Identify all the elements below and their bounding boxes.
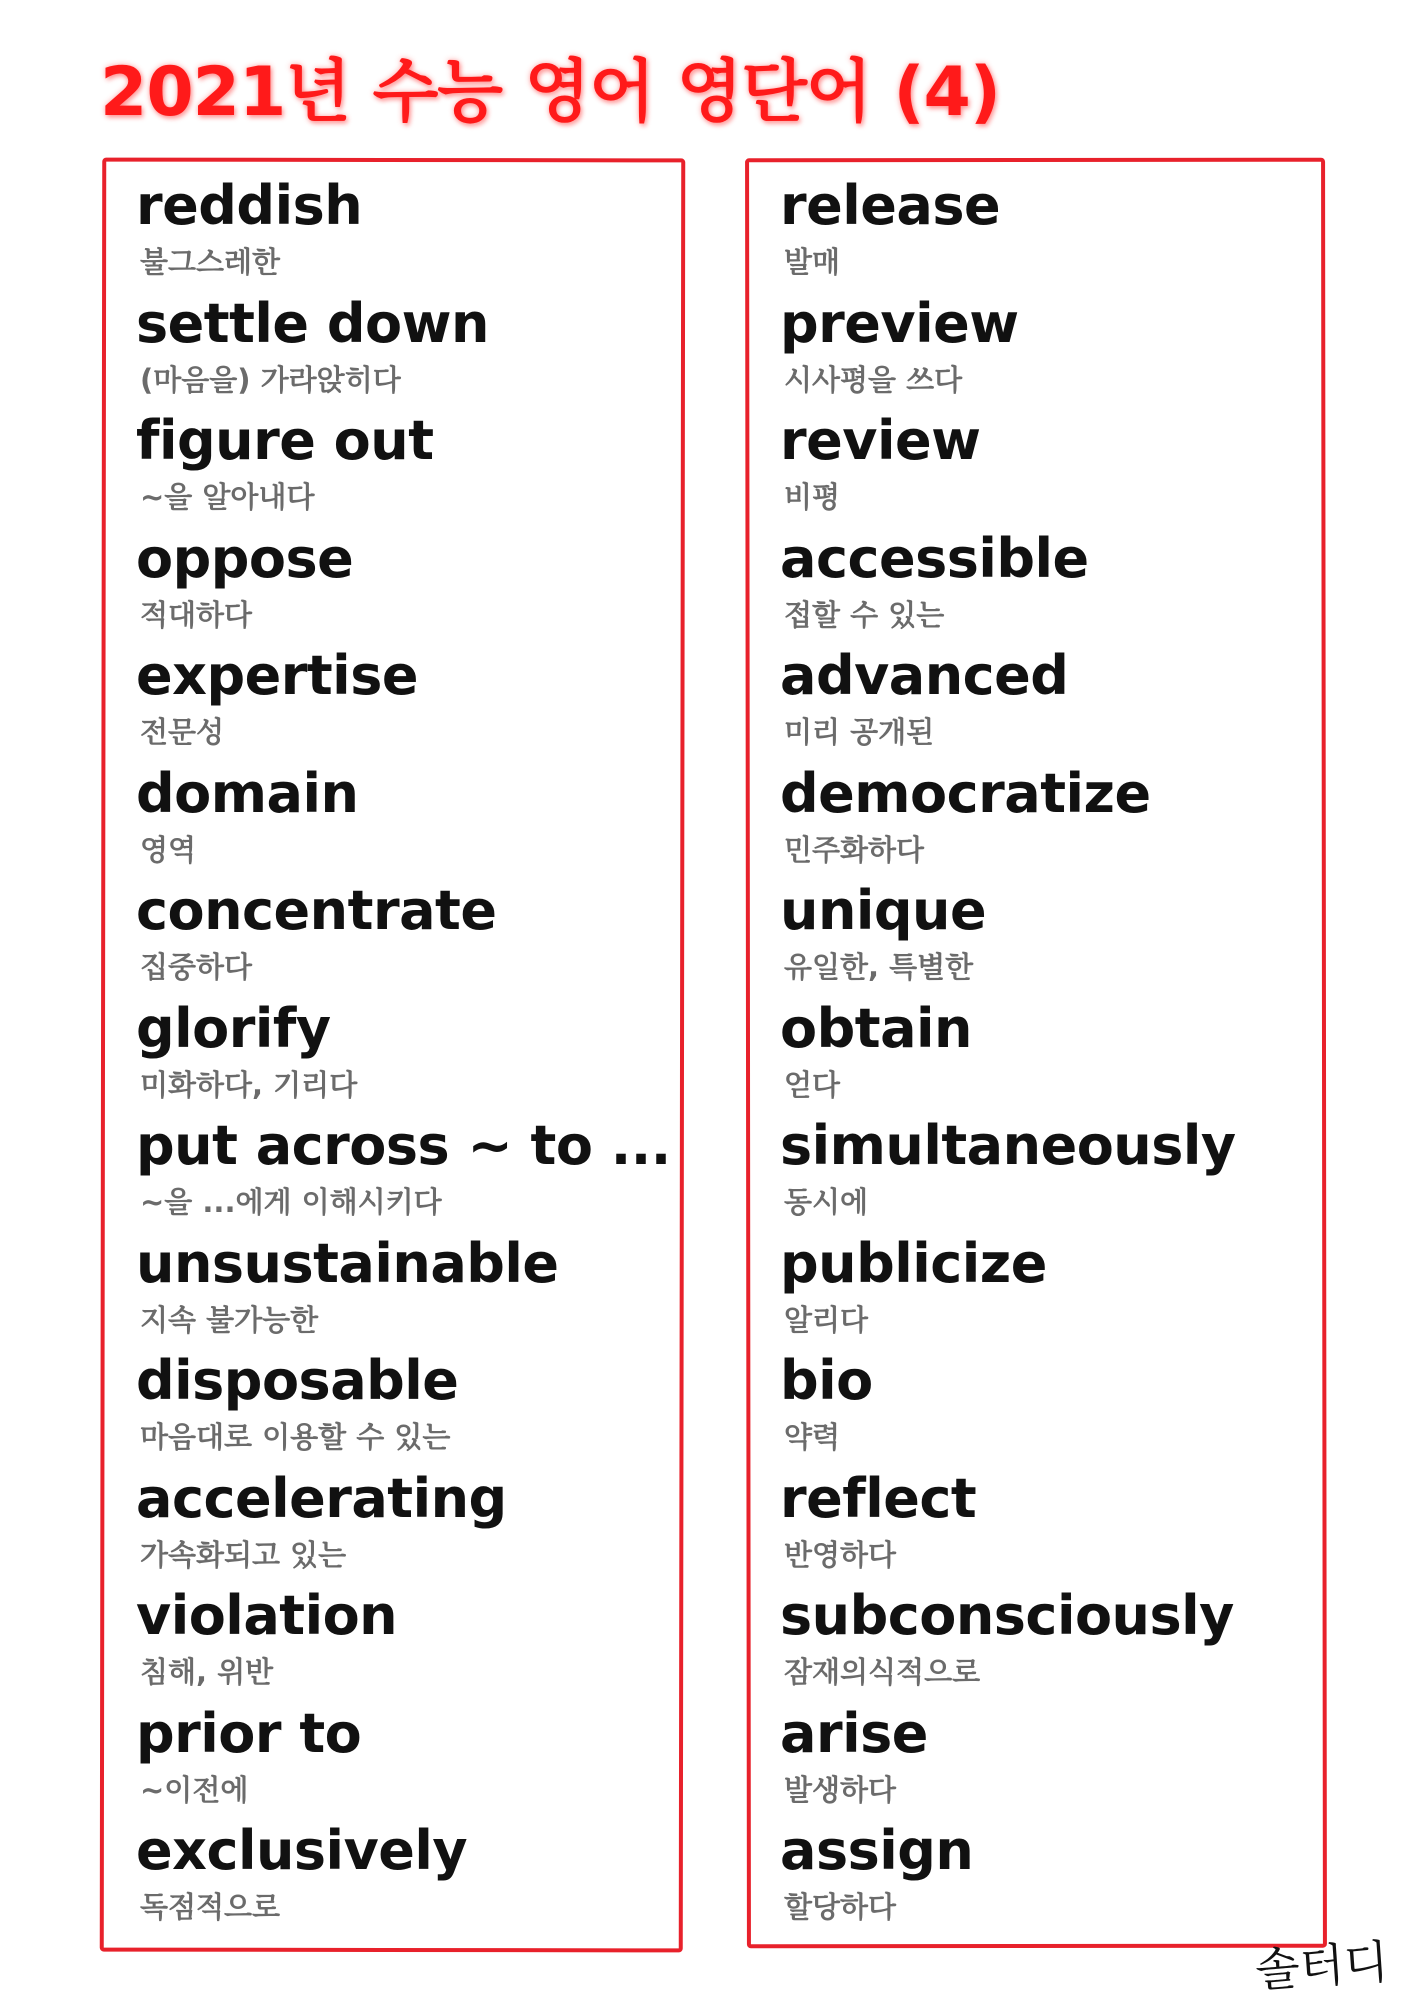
korean-meaning: 불그스레한 (140, 245, 281, 279)
english-word: violation (136, 1584, 398, 1647)
vocab-entry (780, 761, 1236, 882)
english-word: domain (136, 761, 359, 825)
vocab-entry (780, 411, 1236, 529)
english-word: assign (780, 1819, 974, 1882)
english-word: review (780, 409, 981, 472)
english-word: unique (780, 879, 987, 942)
korean-meaning: 독점적으로 (140, 1890, 281, 1924)
english-word: obtain (780, 996, 972, 1060)
vocab-entry (136, 1466, 671, 1587)
english-word: simultaneously (780, 1114, 1236, 1177)
vocab-entry (136, 646, 671, 764)
korean-meaning: 가속화되고 있는 (140, 1537, 347, 1572)
vocab-entry (780, 1821, 1236, 1939)
vocab-entry (136, 411, 671, 529)
english-word: expertise (136, 644, 418, 707)
korean-meaning: 집중하다 (140, 950, 253, 984)
vocab-entry (780, 881, 1236, 999)
page-title: 2021년 수능 영어 영단어 (4) (100, 53, 1000, 132)
english-word: release (780, 174, 1001, 237)
english-word: unsustainable (136, 1231, 559, 1295)
korean-meaning: 할당하다 (784, 1890, 897, 1924)
english-word: put across ~ to ... (136, 1114, 671, 1177)
english-word: subconsciously (780, 1584, 1234, 1647)
korean-meaning: 민주화하다 (784, 832, 925, 867)
vocab-entry (780, 291, 1236, 412)
english-word: democratize (780, 761, 1151, 825)
vocab-entry (780, 996, 1236, 1117)
vocab-entry (136, 996, 671, 1117)
korean-meaning: 미리 공개된 (784, 715, 935, 749)
vocab-entry (780, 1586, 1236, 1704)
english-word: preview (780, 291, 1019, 355)
vocab-entry (780, 1466, 1236, 1587)
vocab-entry (780, 1351, 1236, 1469)
vocab-entry (780, 1231, 1236, 1352)
korean-meaning: 전문성 (140, 715, 225, 749)
korean-meaning: 얻다 (784, 1067, 841, 1102)
vocab-entry (780, 176, 1236, 294)
korean-meaning: 유일한, 특별한 (784, 950, 974, 984)
vocab-entry (136, 291, 671, 412)
korean-meaning: ~이전에 (140, 1772, 249, 1807)
korean-meaning: 접할 수 있는 (784, 597, 945, 632)
korean-meaning: 발매 (784, 245, 841, 279)
korean-meaning: 알리다 (784, 1302, 869, 1337)
vocab-entry (136, 1231, 671, 1352)
korean-meaning: 잠재의식적으로 (784, 1655, 981, 1689)
vocab-entry (780, 646, 1236, 764)
vocab-entry (136, 176, 671, 294)
vocab-entry (136, 1701, 671, 1822)
vocab-entry (136, 1586, 671, 1704)
english-word: concentrate (136, 879, 497, 942)
korean-meaning: ~을 알아내다 (140, 480, 315, 514)
english-word: arise (780, 1701, 928, 1765)
korean-meaning: 마음대로 이용할 수 있는 (140, 1420, 451, 1454)
korean-meaning: 동시에 (784, 1185, 869, 1219)
korean-meaning: 미화하다, 기리다 (140, 1067, 358, 1102)
korean-meaning: ~을 ...에게 이해시키다 (140, 1185, 442, 1219)
vocab-entry (780, 526, 1236, 647)
english-word: reflect (780, 1466, 977, 1530)
korean-meaning: 시사평을 쓰다 (784, 362, 963, 397)
english-word: prior to (136, 1701, 362, 1765)
english-word: bio (780, 1349, 873, 1412)
vocab-entry (780, 1701, 1236, 1822)
english-word: oppose (136, 526, 354, 590)
korean-meaning: 지속 불가능한 (140, 1302, 319, 1337)
english-word: glorify (136, 996, 331, 1060)
korean-meaning: 침해, 위반 (140, 1655, 274, 1689)
vocab-entry (136, 761, 671, 882)
korean-meaning: 약력 (784, 1420, 841, 1454)
vocab-entry (136, 1116, 671, 1234)
english-word: reddish (136, 174, 363, 237)
korean-meaning: 비평 (784, 480, 841, 514)
english-word: accessible (780, 526, 1089, 590)
right-word-list (780, 176, 1236, 1939)
english-word: disposable (136, 1349, 459, 1412)
author-signature: 솔터디 (1253, 1934, 1391, 1998)
korean-meaning: (마음을) 가라앉히다 (140, 362, 401, 397)
english-word: settle down (136, 291, 489, 355)
vocab-entry (136, 881, 671, 999)
vocab-entry (136, 1351, 671, 1469)
english-word: exclusively (136, 1819, 468, 1882)
vocab-entry (136, 526, 671, 647)
english-word: advanced (780, 644, 1069, 707)
korean-meaning: 적대하다 (140, 597, 253, 632)
vocab-entry (780, 1116, 1236, 1234)
english-word: accelerating (136, 1466, 507, 1530)
vocab-entry (136, 1821, 671, 1939)
korean-meaning: 발생하다 (784, 1772, 897, 1807)
english-word: publicize (780, 1231, 1047, 1295)
korean-meaning: 영역 (140, 832, 197, 867)
english-word: figure out (136, 409, 434, 472)
left-word-list (136, 176, 671, 1939)
korean-meaning: 반영하다 (784, 1537, 897, 1572)
